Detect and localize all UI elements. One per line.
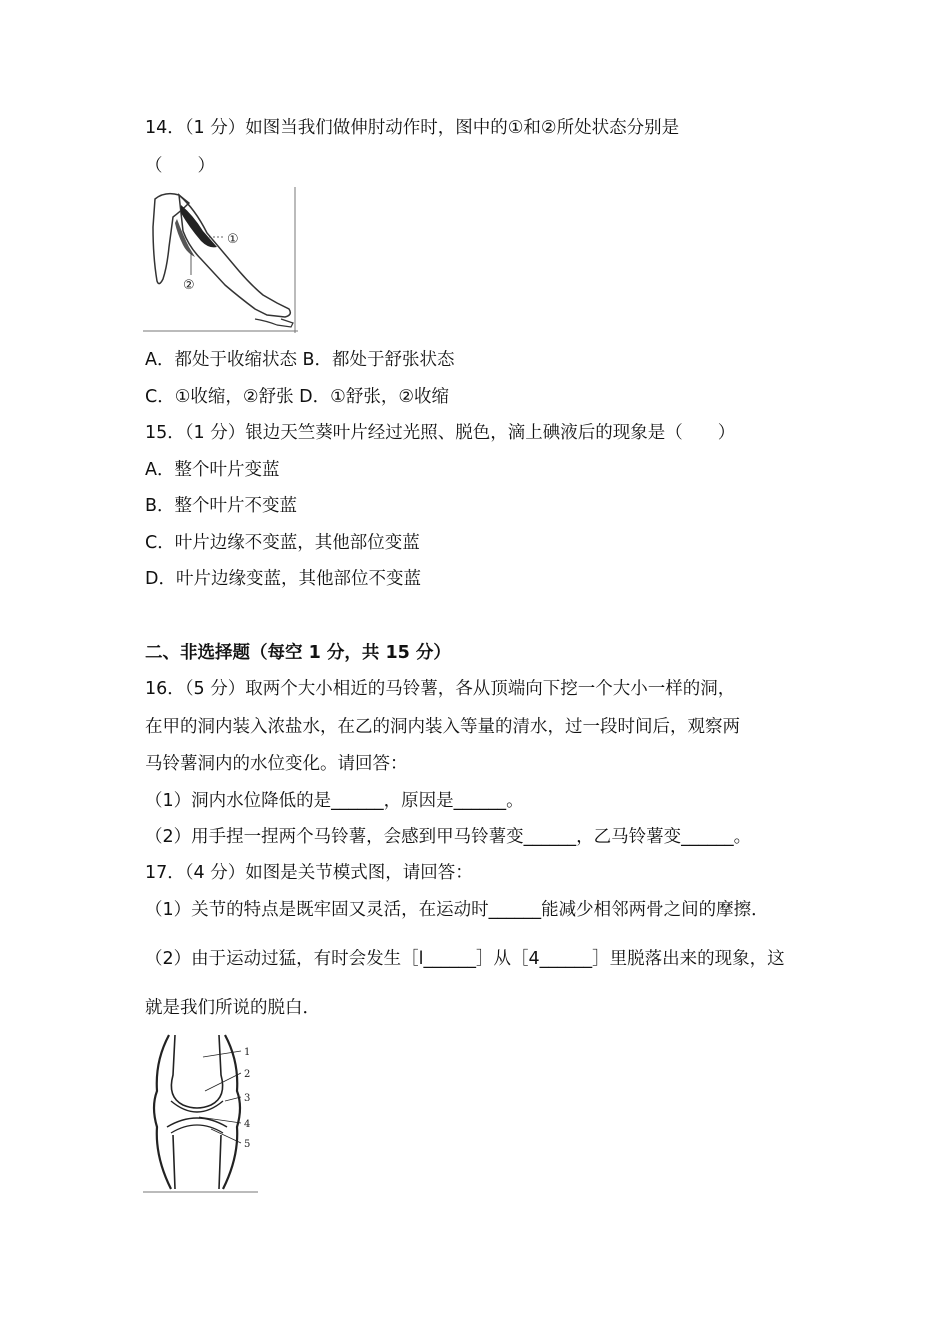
q14-answer-paren: （ ） <box>145 156 215 176</box>
q16-sub-1: （1）洞内水位降低的是______，原因是______。 <box>145 791 524 811</box>
q16-line-1: 16．（5 分）取两个大小相近的马铃薯，各从顶端向下挖一个大小一样的洞， <box>145 679 736 699</box>
section-heading: 二、非选择题（每空 1 分，共 15 分） <box>145 643 451 663</box>
q16-line-3: 马铃薯洞内的水位变化。请回答： <box>145 754 408 774</box>
q15-option-b: B．整个叶片不变蓝 <box>145 496 298 516</box>
joint-label-2: 2 <box>244 1069 251 1080</box>
q14-stem: 14．（1 分）如图当我们做伸肘动作时，图中的①和②所处状态分别是 <box>145 118 680 138</box>
q15-option-d: D．叶片边缘变蓝，其他部位不变蓝 <box>145 569 421 589</box>
arm-muscle-figure <box>143 187 298 333</box>
q14-option-ab: A．都处于收缩状态 B．都处于舒张状态 <box>145 350 455 370</box>
q15-option-c: C．叶片边缘不变蓝，其他部位变蓝 <box>145 533 420 553</box>
q17-sub-2: （2）由于运动过猛，有时会发生［l______］从［4______］里脱落出来的现象，这 <box>145 949 785 969</box>
joint-label-1: 1 <box>244 1047 251 1058</box>
q17-sub-1: （1）关节的特点是既牢固又灵活，在运动时______能减少相邻两骨之间的摩擦． <box>145 900 769 920</box>
label-2: ② <box>183 278 195 293</box>
label-1: ① <box>227 232 239 247</box>
joint-label-4: 4 <box>244 1119 251 1130</box>
q15-option-a: A．整个叶片变蓝 <box>145 460 280 480</box>
joint-label-5: 5 <box>244 1139 251 1150</box>
q17-sub-2-cont: 就是我们所说的脱白． <box>145 998 320 1018</box>
q15-stem: 15．（1 分）银边天竺葵叶片经过光照、脱色，滴上碘液后的现象是（ ） <box>145 423 736 443</box>
q16-line-2: 在甲的洞内装入浓盐水，在乙的洞内装入等量的清水，过一段时间后，观察两 <box>145 717 740 737</box>
q16-sub-2: （2）用手捏一捏两个马铃薯，会感到甲马铃薯变______，乙马铃薯变______。 <box>145 827 752 847</box>
joint-label-3: 3 <box>244 1093 251 1104</box>
q14-option-cd: C．①收缩，②舒张 D．①舒张，②收缩 <box>145 387 450 407</box>
q17-stem: 17．（4 分）如图是关节模式图，请回答： <box>145 863 473 883</box>
joint-diagram-figure <box>143 1031 258 1194</box>
